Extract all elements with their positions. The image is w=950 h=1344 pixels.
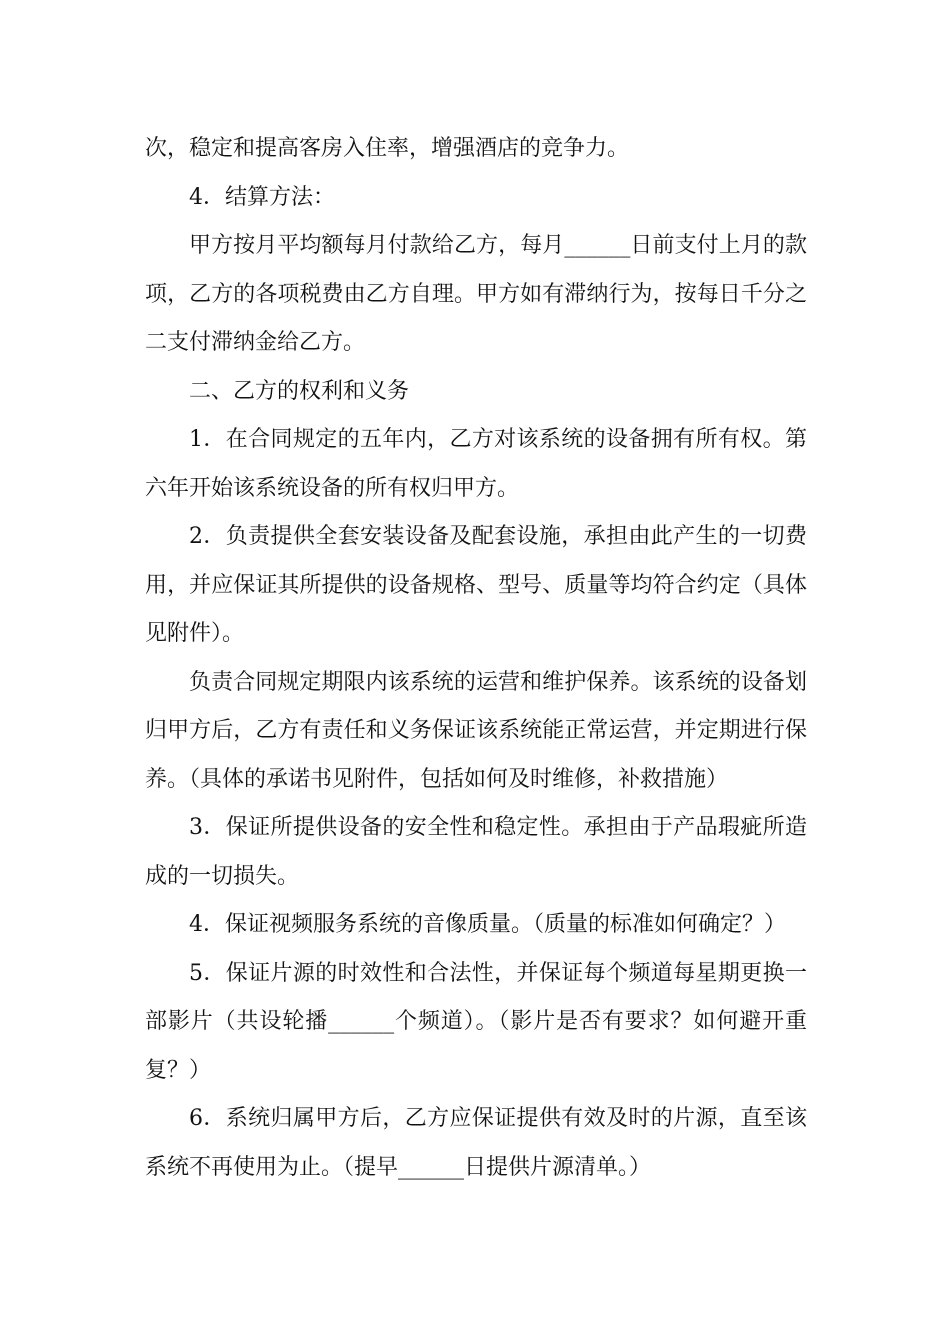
paragraph-clause-2: 2．负责提供全套安装设备及配套设施，承担由此产生的一切费用，并应保证其所提供的设备规格、型号、质量等均符合约定（具体见附件）。 — [145, 524, 807, 646]
document-body — [145, 125, 807, 1192]
paragraph-clause-4: 4．保证视频服务系统的音像质量。（质量的标准如何确定？） — [189, 912, 786, 937]
section-heading-party-b-rights: 二、乙方的权利和义务 — [189, 378, 410, 404]
paragraph-clause-3: 3．保证所提供设备的安全性和稳定性。承担由于产品瑕疵所造成的一切损失。 — [145, 815, 807, 889]
paragraph-settlement-heading: 4．结算方法： — [189, 184, 335, 210]
paragraph-settlement-terms: 甲方按月平均额每月付款给乙方，每月______日前支付上月的款项，乙方的各项税费由乙方自理。甲方如有滞纳行为，按每日千分之二支付滞纳金给乙方。 — [145, 233, 807, 355]
paragraph-continuation: 次，稳定和提高客房入住率，增强酒店的竞争力。 — [145, 136, 630, 161]
paragraph-clause-6: 6．系统归属甲方后，乙方应保证提供有效及时的片源，直至该系统不再使用为止。（提早______日提供片源清单。） — [145, 1106, 807, 1180]
paragraph-clause-1: 1．在合同规定的五年内，乙方对该系统的设备拥有所有权。第六年开始该系统设备的所有权归甲方。 — [145, 427, 807, 501]
paragraph-clause-5: 5．保证片源的时效性和合法性，并保证每个频道每星期更换一部影片（共设轮播______个频道）。（影片是否有要求？如何避开重复？） — [145, 960, 807, 1083]
paragraph-maintenance: 负责合同规定期限内该系统的运营和维护保养。该系统的设备划归甲方后，乙方有责任和义务保证该系统能正常运营，并定期进行保养。（具体的承诺书见附件，包括如何及时维修，补救措施） — [145, 669, 807, 792]
